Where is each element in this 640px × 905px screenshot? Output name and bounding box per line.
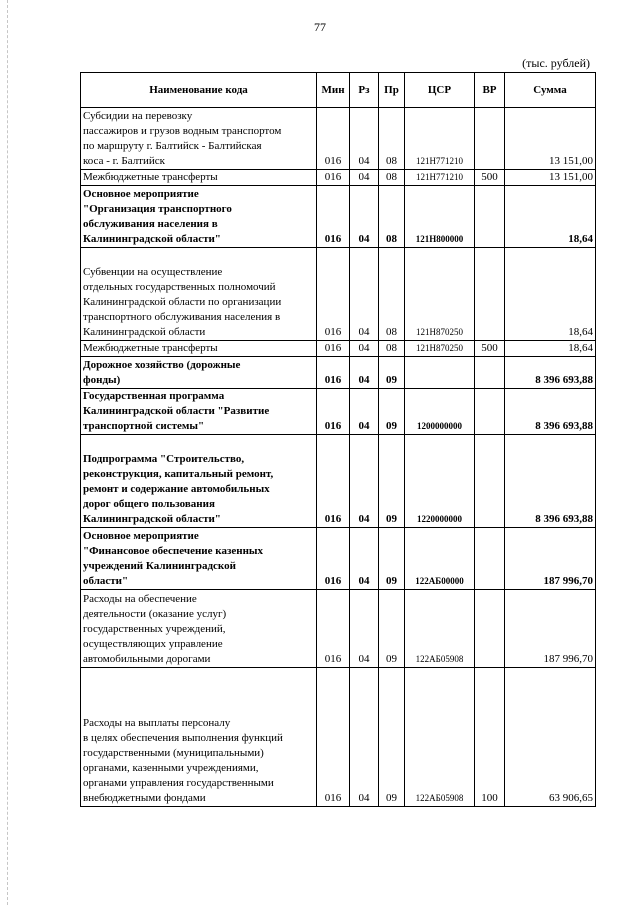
row-min-cell: 016	[317, 357, 350, 389]
row-vr-cell	[475, 389, 505, 435]
row-min-cell: 016	[317, 590, 350, 668]
row-csr-cell: 121Н771210	[405, 108, 475, 170]
row-name-text: Государственная программа Калининградской области "Развитие транспортной системы"	[83, 390, 270, 432]
row-sum-cell: 187 996,70	[505, 590, 596, 668]
row-sum-cell: 13 151,00	[505, 170, 596, 186]
table-row	[81, 590, 596, 668]
row-name-cell	[81, 590, 317, 668]
header-name: Наименование кода	[81, 73, 317, 108]
row-sum-cell: 63 906,65	[505, 668, 596, 807]
row-min-cell: 016	[317, 170, 350, 186]
table-row	[81, 357, 596, 389]
table-row	[81, 435, 596, 528]
table-row	[81, 108, 596, 170]
row-rz-cell: 04	[350, 528, 379, 590]
row-pr-cell: 09	[379, 528, 405, 590]
row-rz-cell: 04	[350, 108, 379, 170]
row-rz-cell: 04	[350, 590, 379, 668]
row-sum-cell: 18,64	[505, 186, 596, 248]
row-csr-cell: 121Н870250	[405, 248, 475, 341]
row-name-text: Расходы на выплаты персоналу в целях обеспечения выполнения функций государственными (муниципальными) органами, казенными учреждениями, органами управления государственными внебюджетными фондами	[83, 717, 283, 804]
row-vr-cell	[475, 108, 505, 170]
table-row	[81, 389, 596, 435]
table-row	[81, 170, 596, 186]
row-rz-cell: 04	[350, 186, 379, 248]
row-name-text: Субсидии на перевозку пассажиров и грузов водным транспортом по маршруту г. Балтийск - Балтийская коса - г. Балтийск	[83, 110, 282, 167]
row-pr-cell: 09	[379, 668, 405, 807]
row-min-cell: 016	[317, 389, 350, 435]
header-row	[81, 73, 596, 108]
row-min-cell: 016	[317, 248, 350, 341]
row-vr-cell	[475, 590, 505, 668]
row-csr-cell	[405, 357, 475, 389]
row-name-text: Дорожное хозяйство (дорожные фонды)	[83, 359, 241, 386]
row-vr-cell	[475, 357, 505, 389]
row-name-text: Межбюджетные трансферты	[83, 342, 218, 354]
row-rz-cell: 04	[350, 357, 379, 389]
row-min-cell: 016	[317, 108, 350, 170]
row-vr-cell	[475, 248, 505, 341]
row-rz-cell: 04	[350, 341, 379, 357]
row-pr-cell: 09	[379, 435, 405, 528]
table-row	[81, 248, 596, 341]
row-csr-cell: 122АБ05908	[405, 590, 475, 668]
row-name-cell	[81, 528, 317, 590]
row-name-text: Субвенции на осуществление отдельных государственных полномочий Калининградской области по организации транспортного обслуживания населения в Калининградской области	[83, 266, 282, 338]
row-vr-cell	[475, 528, 505, 590]
row-pr-cell: 08	[379, 186, 405, 248]
binding-margin-line	[7, 0, 8, 905]
row-name-text: Расходы на обеспечение деятельности (оказание услуг) государственных учреждений, осуществляющих управление автомобильными дорогами	[83, 593, 227, 665]
row-name-cell	[81, 108, 317, 170]
row-pr-cell: 08	[379, 108, 405, 170]
header-min: Мин	[317, 73, 350, 108]
row-min-cell: 016	[317, 528, 350, 590]
row-sum-cell: 18,64	[505, 341, 596, 357]
row-sum-cell: 13 151,00	[505, 108, 596, 170]
units-label: (тыс. рублей)	[522, 56, 590, 70]
row-name-cell	[81, 389, 317, 435]
header-sum: Сумма	[505, 73, 596, 108]
row-name-text: Основное мероприятие "Финансовое обеспечение казенных учреждений Калининградской области"	[83, 530, 264, 587]
table-row	[81, 341, 596, 357]
header-csr: ЦСР	[405, 73, 475, 108]
row-rz-cell: 04	[350, 435, 379, 528]
row-rz-cell: 04	[350, 389, 379, 435]
row-pr-cell: 09	[379, 590, 405, 668]
row-csr-cell: 1200000000	[405, 389, 475, 435]
row-pr-cell: 08	[379, 248, 405, 341]
row-pr-cell: 09	[379, 389, 405, 435]
row-name-cell	[81, 435, 317, 528]
header-rz: Рз	[350, 73, 379, 108]
row-csr-cell: 122АБ05908	[405, 668, 475, 807]
row-csr-cell: 121Н771210	[405, 170, 475, 186]
row-sum-cell: 8 396 693,88	[505, 435, 596, 528]
row-csr-cell: 1220000000	[405, 435, 475, 528]
row-pr-cell: 09	[379, 357, 405, 389]
row-name-text: Межбюджетные трансферты	[83, 171, 218, 183]
row-vr-cell: 100	[475, 668, 505, 807]
row-name-text: Подпрограмма "Строительство, реконструкция, капитальный ремонт, ремонт и содержание автомобильных дорог общего пользования Калининградской области"	[83, 453, 274, 525]
row-sum-cell: 8 396 693,88	[505, 389, 596, 435]
row-min-cell: 016	[317, 186, 350, 248]
page-number: 77	[314, 20, 326, 34]
row-min-cell: 016	[317, 341, 350, 357]
table-row	[81, 668, 596, 807]
row-sum-cell: 8 396 693,88	[505, 357, 596, 389]
row-rz-cell: 04	[350, 170, 379, 186]
row-csr-cell: 122АБ00000	[405, 528, 475, 590]
row-vr-cell	[475, 186, 505, 248]
row-rz-cell: 04	[350, 248, 379, 341]
row-name-text: Основное мероприятие "Организация транспортного обслуживания населения в Калининградской области"	[83, 188, 232, 245]
row-min-cell: 016	[317, 668, 350, 807]
row-name-cell	[81, 186, 317, 248]
row-name-cell	[81, 357, 317, 389]
header-pr: Пр	[379, 73, 405, 108]
row-name-cell	[81, 170, 317, 186]
budget-table	[80, 72, 596, 807]
row-vr-cell: 500	[475, 170, 505, 186]
row-vr-cell	[475, 435, 505, 528]
table-row	[81, 186, 596, 248]
row-name-cell	[81, 341, 317, 357]
row-csr-cell: 121Н870250	[405, 341, 475, 357]
row-pr-cell: 08	[379, 341, 405, 357]
table-row	[81, 528, 596, 590]
header-vr: ВР	[475, 73, 505, 108]
row-name-cell	[81, 668, 317, 807]
row-min-cell: 016	[317, 435, 350, 528]
row-csr-cell: 121Н800000	[405, 186, 475, 248]
row-sum-cell: 18,64	[505, 248, 596, 341]
row-rz-cell: 04	[350, 668, 379, 807]
row-sum-cell: 187 996,70	[505, 528, 596, 590]
row-vr-cell: 500	[475, 341, 505, 357]
row-name-cell	[81, 248, 317, 341]
row-pr-cell: 08	[379, 170, 405, 186]
